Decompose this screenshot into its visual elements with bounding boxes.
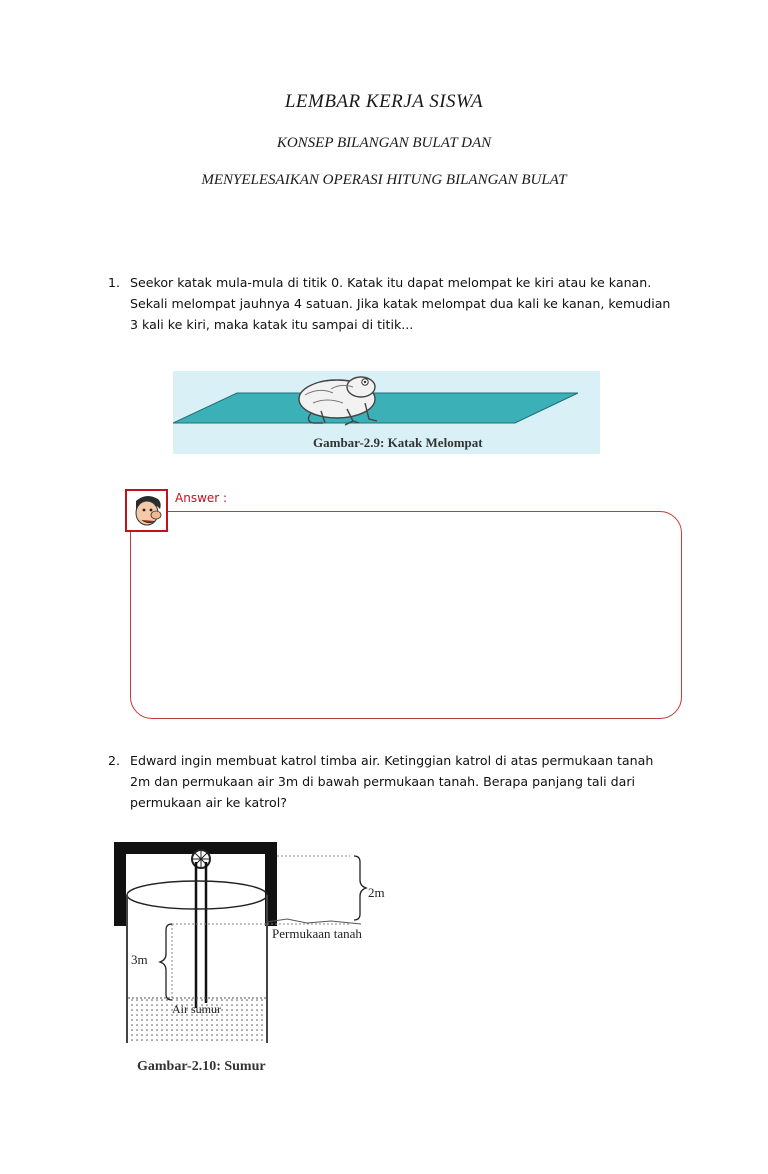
question-line: Sekali melompat jauhnya 4 satuan. Jika katak melompat dua kali ke kanan, kemudian (130, 296, 671, 311)
question-number: 1. (108, 275, 121, 290)
brace-3m (160, 924, 172, 1000)
label-water: Air sumur (172, 1002, 221, 1016)
question-line: 2m dan permukaan air 3m di bawah permukaan tanah. Berapa panjang tali dari (130, 774, 636, 789)
page-subtitle-1: KONSEP BILANGAN BULAT DAN (276, 135, 492, 151)
figure-caption: Gambar-2.9: Katak Melompat (313, 435, 483, 450)
cartoon-face-icon (125, 489, 168, 532)
question-line: Seekor katak mula-mula di titik 0. Katak itu dapat melompat ke kiri atau ke kanan. (130, 275, 652, 290)
pulley-icon (192, 850, 210, 868)
question-number: 2. (108, 753, 121, 768)
answer-label: Answer : (175, 491, 228, 505)
answer-box[interactable] (130, 511, 682, 719)
question-line: Edward ingin membuat katrol timba air. Ketinggian katrol di atas permukaan tanah (130, 753, 654, 768)
figure-caption: Gambar-2.10: Sumur (137, 1059, 266, 1074)
page-subtitle-2: MENYELESAIKAN OPERASI HITUNG BILANGAN BULAT (201, 172, 567, 188)
question-text (130, 272, 678, 335)
well-figure (110, 838, 410, 1043)
frame-left-post (114, 842, 126, 926)
label-depth-below: 3m (131, 952, 148, 967)
question-text (130, 750, 678, 813)
page-title: LEMBAR KERJA SISWA (284, 91, 484, 112)
brace-2m (354, 856, 366, 920)
label-height-above: 2m (368, 885, 385, 900)
question-line: 3 kali ke kiri, maka katak itu sampai di titik... (130, 317, 414, 332)
question-line: permukaan air ke katrol? (130, 795, 287, 810)
label-ground: Permukaan tanah (272, 926, 362, 941)
